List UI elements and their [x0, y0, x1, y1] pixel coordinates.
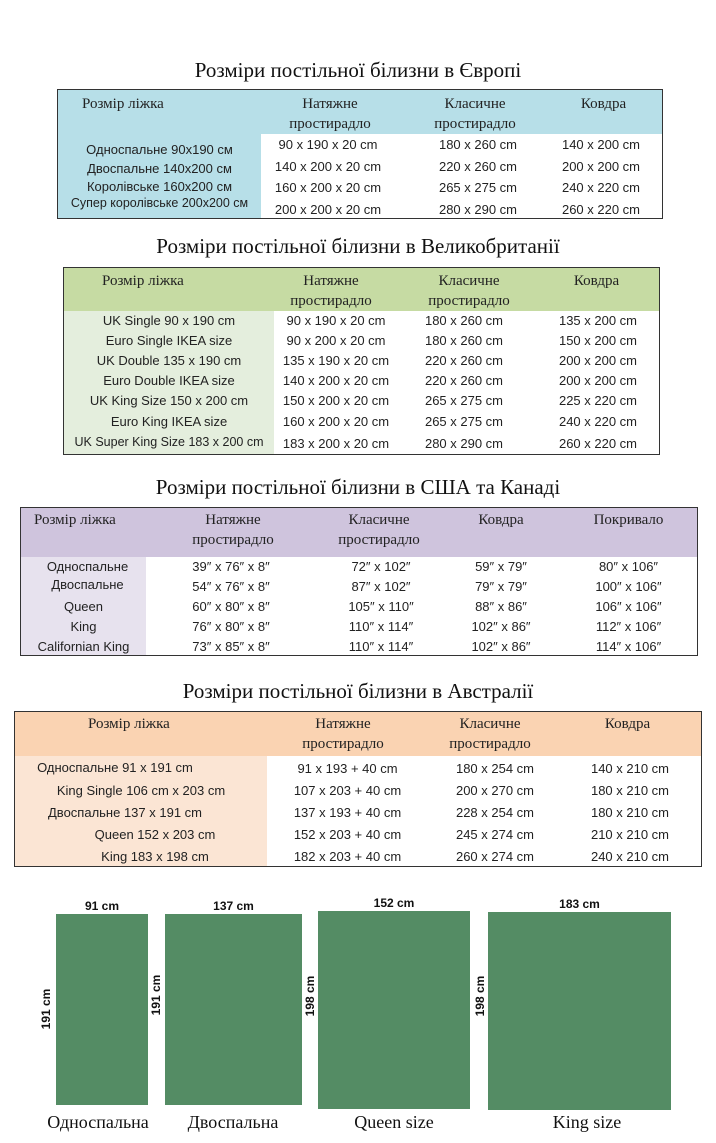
au-row-5-flat: 260 x 274 cm [455, 849, 535, 864]
eu-header-duvet: Ковдра [580, 96, 627, 112]
au-row-5-fitted: 182 x 203 + 40 cm [293, 849, 402, 864]
au-row-4-flat: 245 x 274 cm [455, 827, 535, 842]
eu-header-size: Розмір ліжка [82, 96, 164, 112]
us-header-size: Розмір ліжка [34, 512, 116, 528]
bed-double-width-label: 137 cm [213, 899, 254, 913]
eu-row-1-fitted: 90 x 190 x 20 cm [278, 137, 378, 152]
uk-row-7-flat: 280 x 290 cm [424, 436, 504, 451]
us-row-5-bedspread: 114″ x 106″ [595, 639, 662, 654]
us-header-flat: Класичне простирадло [338, 512, 420, 548]
uk-row-6-duvet: 240 x 220 cm [558, 414, 638, 429]
uk-row-2-flat: 180 x 260 cm [424, 333, 504, 348]
bed-single-height-label: 191 cm [39, 988, 53, 1030]
bed-single-name: Односпальна [47, 1112, 149, 1132]
eu-table [57, 89, 663, 219]
bed-queen-height-label: 198 cm [303, 975, 317, 1017]
uk-row-1-duvet: 135 x 200 cm [558, 313, 638, 328]
uk-row-6-size: Euro King IKEA size [110, 414, 228, 429]
uk-row-7-size: UK Super King Size 183 x 200 cm [74, 435, 264, 449]
us-row-4-bedspread: 112″ x 106″ [595, 619, 662, 634]
au-header-flat: Класичне простирадло [449, 716, 531, 752]
eu-row-3-fitted: 160 x 200 x 20 cm [274, 180, 382, 195]
au-row-2-flat: 200 x 270 cm [455, 783, 535, 798]
bed-queen-rect [318, 911, 470, 1109]
au-row-4-fitted: 152 x 203 + 40 cm [293, 827, 402, 842]
us-row-3-flat: 105″ x 110″ [348, 599, 414, 614]
us-row-5-duvet: 102″ x 86″ [471, 639, 531, 654]
bed-single-rect [56, 914, 148, 1105]
au-row-1-fitted: 91 x 193 + 40 cm [297, 761, 398, 776]
eu-row-1-size: Односпальне 90x190 см [86, 142, 233, 157]
au-table [14, 711, 702, 867]
uk-row-5-fitted: 150 x 200 x 20 cm [282, 393, 390, 408]
au-row-3-size: Двоспальне 137 x 191 cm [48, 805, 202, 820]
uk-row-7-fitted: 183 x 200 x 20 cm [282, 436, 390, 451]
bed-king-width-label: 183 cm [559, 897, 600, 911]
uk-table [63, 267, 660, 455]
us-row-5-size: Californian King [37, 639, 130, 654]
uk-row-4-flat: 220 x 260 cm [424, 373, 504, 388]
au-title: Розміри постільної білизни в Австралії [182, 679, 534, 703]
au-header-size: Розмір ліжка [88, 716, 170, 732]
au-row-4-size: Queen 152 x 203 cm [94, 827, 216, 842]
au-row-1-flat: 180 x 254 cm [455, 761, 535, 776]
au-row-3-duvet: 180 x 210 cm [590, 805, 670, 820]
eu-row-3-size: Королівське 160x200 см [86, 179, 233, 194]
us-row-2-flat: 87″ x 102″ [351, 579, 411, 594]
us-row-4-fitted: 76″ x 80″ x 8″ [192, 619, 270, 634]
uk-row-2-fitted: 90 x 200 x 20 cm [286, 333, 386, 348]
us-row-3-bedspread: 106″ x 106″ [595, 599, 662, 614]
uk-row-1-size: UK Single 90 x 190 cm [102, 313, 236, 328]
uk-row-3-flat: 220 x 260 cm [424, 353, 504, 368]
bed-queen-width-label: 152 cm [373, 896, 415, 910]
uk-row-4-fitted: 140 x 200 x 20 cm [282, 373, 390, 388]
eu-row-3-duvet: 240 x 220 cm [561, 180, 641, 195]
uk-row-2-duvet: 150 x 200 cm [558, 333, 638, 348]
bed-king-height-label: 198 cm [473, 975, 487, 1017]
us-row-3-duvet: 88″ x 86″ [475, 599, 527, 614]
bed-king-rect [488, 912, 671, 1110]
uk-row-6-fitted: 160 x 200 x 20 cm [282, 414, 390, 429]
eu-row-4-duvet: 260 x 220 cm [561, 202, 641, 217]
uk-row-1-fitted: 90 x 190 x 20 cm [286, 313, 386, 328]
us-row-2-duvet: 79″ x 79″ [475, 579, 527, 594]
eu-row-4-fitted: 200 x 200 x 20 cm [274, 202, 382, 217]
bed-king-name: King size [552, 1112, 622, 1132]
uk-row-6-flat: 265 x 275 cm [424, 414, 504, 429]
eu-row-4-size: Супер королівське 200x200 см [70, 196, 249, 210]
us-row-4-duvet: 102″ x 86″ [471, 619, 531, 634]
us-table [20, 507, 698, 656]
uk-row-4-size: Euro Double IKEA size [103, 373, 235, 388]
au-row-4-duvet: 210 x 210 cm [590, 827, 670, 842]
bed-single-width-label: 91 cm [84, 899, 120, 913]
us-row-1-size: Односпальне [46, 559, 129, 574]
au-row-5-duvet: 240 x 210 cm [590, 849, 670, 864]
eu-row-3-flat: 265 x 275 cm [438, 180, 518, 195]
au-row-5-size: King 183 x 198 cm [101, 849, 209, 864]
us-row-1-duvet: 59″ x 79″ [475, 559, 527, 574]
us-row-5-flat: 110″ x 114″ [348, 639, 414, 654]
uk-header-flat: Класичне простирадло [428, 273, 510, 309]
uk-row-5-size: UK King Size 150 x 200 cm [89, 393, 249, 408]
us-row-2-bedspread: 100″ x 106″ [595, 579, 662, 594]
uk-row-7-duvet: 260 x 220 cm [558, 436, 638, 451]
us-header-duvet: Ковдра [478, 512, 524, 528]
uk-title: Розміри постільної білизни в Великобританії [156, 234, 560, 258]
eu-header-fitted: Натяжне простирадло [289, 96, 371, 132]
uk-header-fitted: Натяжне простирадло [290, 273, 372, 309]
uk-header-duvet: Ковдра [573, 273, 620, 289]
us-header-fitted: Натяжне простирадло [192, 512, 274, 548]
uk-row-5-flat: 265 x 275 cm [424, 393, 504, 408]
uk-row-2-size: Euro Single IKEA size [105, 333, 233, 348]
bed-double-height-label: 191 cm [149, 974, 163, 1016]
us-row-4-size: King [70, 619, 97, 634]
au-row-1-size: Односпальне 91 x 191 cm [37, 760, 193, 775]
uk-header-size: Розмір ліжка [102, 273, 184, 289]
eu-row-2-flat: 220 x 260 cm [438, 159, 518, 174]
us-row-2-size: Двоспальне [51, 577, 124, 592]
us-header-bedspread: Покривало [593, 512, 664, 528]
us-row-1-flat: 72″ x 102″ [351, 559, 411, 574]
us-row-3-fitted: 60″ x 80″ x 8″ [192, 599, 270, 614]
au-row-3-flat: 228 x 254 cm [455, 805, 535, 820]
eu-row-2-duvet: 200 x 200 cm [561, 159, 641, 174]
uk-row-5-duvet: 225 x 220 cm [558, 393, 638, 408]
eu-row-2-fitted: 140 x 200 x 20 cm [274, 159, 382, 174]
uk-row-4-duvet: 200 x 200 cm [558, 373, 638, 388]
au-header-fitted: Натяжне простирадло [302, 716, 384, 752]
au-row-2-duvet: 180 x 210 cm [590, 783, 670, 798]
uk-row-3-fitted: 135 x 190 x 20 cm [282, 353, 390, 368]
au-row-1-duvet: 140 x 210 cm [590, 761, 670, 776]
us-row-3-size: Queen [63, 599, 104, 614]
au-row-2-fitted: 107 x 203 + 40 cm [293, 783, 402, 798]
eu-row-4-flat: 280 x 290 cm [438, 202, 518, 217]
us-row-1-fitted: 39″ x 76″ x 8″ [192, 559, 270, 574]
eu-header-flat: Класичне простирадло [434, 96, 516, 132]
eu-title: Розміри постільної білизни в Європі [194, 58, 522, 82]
uk-row-3-duvet: 200 x 200 cm [558, 353, 638, 368]
bed-double-rect [165, 914, 302, 1105]
us-row-1-bedspread: 80″ x 106″ [598, 559, 659, 574]
us-row-4-flat: 110″ x 114″ [348, 619, 414, 634]
us-title: Розміри постільної білизни в США та Канаді [155, 475, 561, 499]
au-row-2-size: King Single 106 cm x 203 cm [56, 783, 226, 798]
eu-row-1-duvet: 140 x 200 cm [561, 137, 641, 152]
bed-queen-name: Queen size [354, 1112, 434, 1132]
bed-double-name: Двоспальна [187, 1112, 279, 1132]
eu-row-2-size: Двоспальне 140x200 см [87, 161, 232, 176]
us-row-5-fitted: 73″ x 85″ x 8″ [192, 639, 270, 654]
au-row-3-fitted: 137 x 193 + 40 cm [293, 805, 402, 820]
eu-row-1-flat: 180 x 260 cm [438, 137, 518, 152]
uk-row-3-size: UK Double 135 x 190 cm [96, 353, 242, 368]
au-header-duvet: Ковдра [604, 716, 651, 732]
us-row-2-fitted: 54″ x 76″ x 8″ [192, 579, 270, 594]
uk-row-1-flat: 180 x 260 cm [424, 313, 504, 328]
